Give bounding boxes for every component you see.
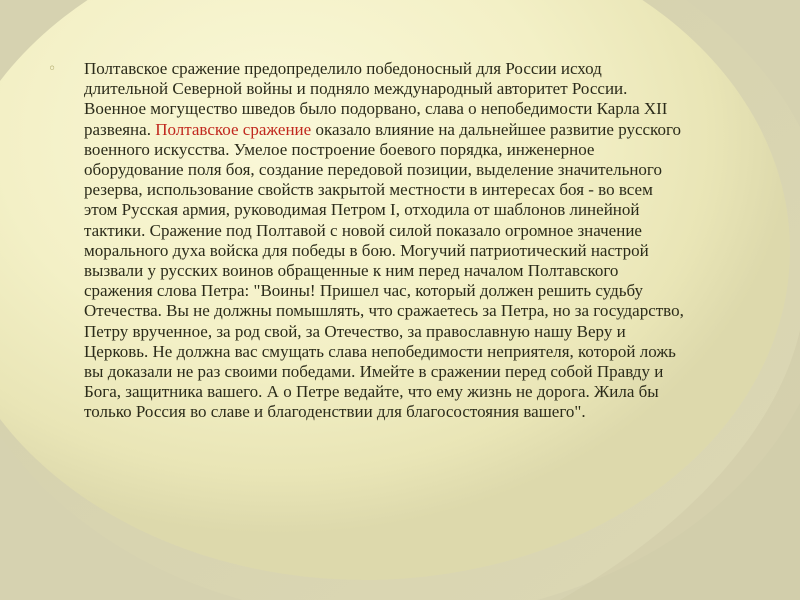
paragraph-intro: Полтавское сражение предопределило победоносный для России исход длительной Северной войны и подняло международный авторитет России. Военное могущество шведов было подорвано, слава о непобедимости Карла XII развеяна. <box>84 59 668 139</box>
paragraph-body: оказало влияние на дальнейшее развитие русского военного искусства. Умелое построение боевого порядка, инженерное оборудование поля боя, создание передовой позиции, выделение значительного резерва, использование свойств закрытой местности в интересах боя - во всем этом Русская армия, руководимая Петром I, отходила от шаблонов линейной тактики. Сражение под Полтавой с новой силой показало огромное значение морального духа войска для победы в бою. Могучий патриотический настрой вызвали у русских воинов обращенные к ним перед началом Полтавского сражения слова Петра: "Воины! Пришел час, который должен решить судьбу Отечества. Вы не должны помышлять, что сражаетесь за Петра, но за государство, Петру врученное, за род свой, за Отечество, за православную нашу Веру и Церковь. Не должна вас смущать слава непобедимости неприятеля, которой ложь вы доказали не раз своими победами. Имейте в сражении перед собой Правду и Бога, защитника вашего. А о Петре ведайте, что ему жизнь не дорога. Жила бы только Россия во славе и благоденствии для благосостояния вашего". <box>84 119 684 422</box>
body-paragraph <box>84 59 688 423</box>
highlighted-term: Полтавское сражение <box>155 119 312 139</box>
bullet-icon: ◦ <box>48 61 57 77</box>
content-block <box>48 59 688 423</box>
